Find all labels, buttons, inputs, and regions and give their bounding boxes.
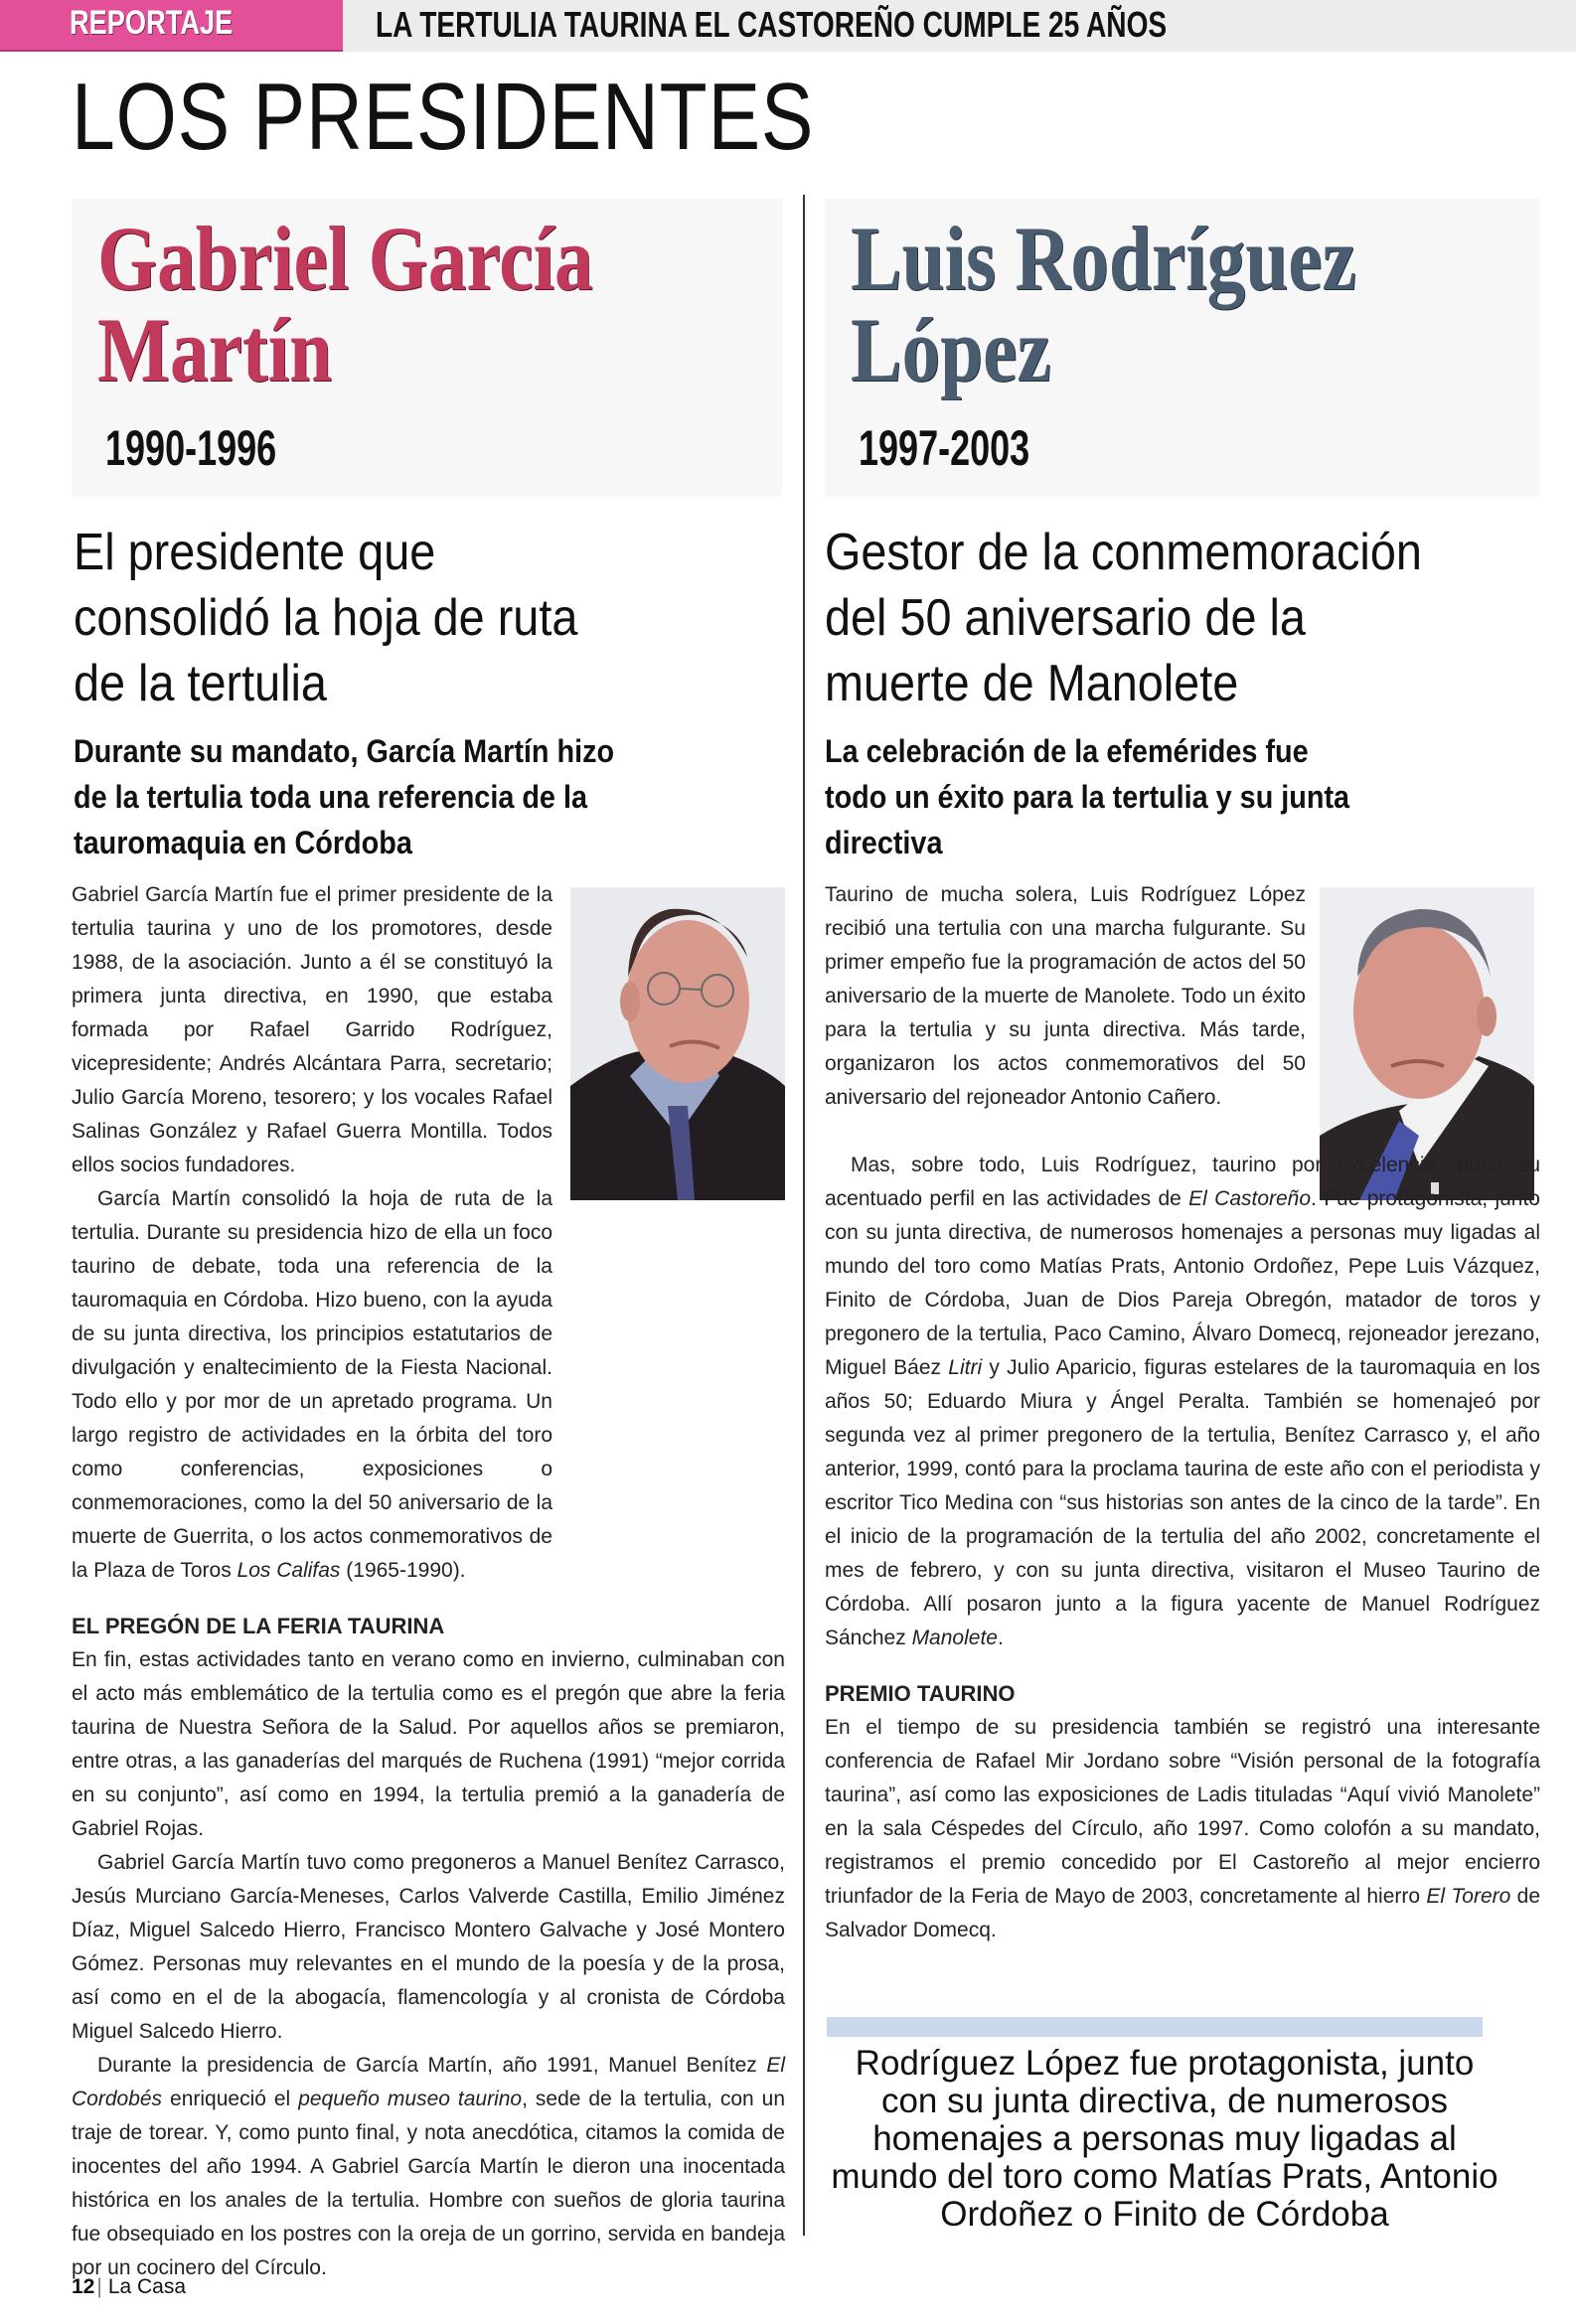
president-name-box-left bbox=[72, 199, 782, 497]
paragraph: Gabriel García Martín tuvo como pregoneros a Manuel Benítez Carrasco, Jesús Murciano García-Meneses, Carlos Valverde Castilla, Emilio Jiménez Díaz, Miguel Salcedo Hierro, Francisco Montero Galvache y José Montero Gómez. Personas muy relevantes en el mundo de la poesía y de la prosa, así como en el de la abogacía, flamencología y al cronista de Córdoba Miguel Salcedo Hierro. bbox=[72, 1851, 785, 2043]
paragraph: Taurino de mucha solera, Luis Rodríguez López recibió una tertulia con una marcha fulgurante. Su primer empeño fue la programación de actos del 50 aniversario de la muerte de Manolete. Todo un éxito para la tertulia y su junta directiva. Más tarde, organizaron los actos conmemorativos del 50 aniversario del rejoneador Antonio Cañero. bbox=[825, 883, 1306, 1109]
name-line: Luis Rodríguez bbox=[851, 208, 1356, 309]
kicker-title: LA TERTULIA TAURINA EL CASTOREÑO CUMPLE 25 AÑOS bbox=[376, 4, 1168, 45]
body-text-right-top bbox=[825, 878, 1306, 1115]
headline-line: consolidó la hoja de ruta bbox=[74, 589, 578, 647]
subhead-line: Durante su mandato, García Martín hizo bbox=[74, 733, 615, 769]
text-run: , sede de la tertulia, con un traje de torear. Y, como punto final, y nota anecdótica, citamos la comida de inocentes del año 1994. A Gabriel García Martín le dieron una inocentada histórica en los anales de la tertulia. Hombre con sueños de gloria taurina fue obsequiado en los postres con la oreja de un gorrino, servida en bandeja por un cocinero del Círculo. bbox=[72, 2088, 786, 2279]
text-run-italic: pequeño museo taurino bbox=[298, 2088, 523, 2110]
paragraph bbox=[72, 2049, 785, 2285]
subhead-left bbox=[74, 728, 614, 865]
page-number: 12 bbox=[72, 2275, 95, 2298]
text-run: de Salvador Domecq. bbox=[825, 1885, 1540, 1941]
body-text-left bbox=[72, 1182, 785, 2285]
text-run-italic: El Castoreño bbox=[1188, 1187, 1312, 1210]
body-text-left-top bbox=[72, 878, 552, 1182]
president-name-left bbox=[97, 208, 593, 400]
subhead-line: La celebración de la efemérides fue bbox=[825, 733, 1309, 769]
term-years-left: 1990-1996 bbox=[105, 420, 277, 476]
headline-line: Gestor de la conmemoración bbox=[825, 524, 1422, 581]
text-run-italic: Los Califas bbox=[236, 1559, 341, 1582]
paragraph bbox=[825, 1711, 1540, 1947]
name-line: Gabriel García bbox=[97, 208, 593, 309]
subhead-line: directiva bbox=[825, 825, 943, 860]
section-heading-premio: PREMIO TAURINO bbox=[825, 1681, 1016, 1706]
text-run-italic: Manolete bbox=[911, 1627, 998, 1649]
headline-line: del 50 aniversario de la bbox=[825, 589, 1306, 647]
headline-line: de la tertulia bbox=[74, 655, 327, 712]
section-tag bbox=[0, 0, 343, 52]
president-name-box-right bbox=[825, 199, 1540, 497]
subhead-line: todo un éxito para la tertulia y su junta bbox=[825, 779, 1350, 815]
president-name-right bbox=[851, 208, 1356, 400]
section-tag-label: REPORTAJE bbox=[70, 4, 234, 42]
subhead-line: de la tertulia toda una referencia de la bbox=[74, 779, 587, 815]
text-run-italic: El Cordobés bbox=[72, 2054, 785, 2110]
headline-line: muerte de Manolete bbox=[825, 655, 1239, 712]
pull-quote: Rodríguez López fue protagonista, junto con su junta directiva, de numerosos homenajes a personas muy ligadas al mundo del toro como Matías Prats, Antonio Ordoñez o Finito de Córdoba bbox=[831, 2044, 1498, 2234]
subhead-line: tauromaquia en Córdoba bbox=[74, 825, 412, 860]
text-run: García Martín consolidó la hoja de ruta de la tertulia. Durante su presidencia hizo de ella un foco taurino de debate, toda una referencia de la tauromaquia en Córdoba. Hizo bueno, con la ayuda de su junta directiva, los principios estatutarios de divulgación y enaltecimiento de la Fiesta Nacional. Todo ello y por mor de un apretado programa. Un largo registro de actividades en la órbita del toro como conferencias, exposiciones o conmemoraciones, como la del 50 aniversario de la muerte de Guerrita, o los actos conmemorativos de la Plaza de Toros bbox=[72, 1187, 552, 1582]
page-title: LOS PRESIDENTES bbox=[72, 64, 815, 170]
text-run: (1965-1990). bbox=[340, 1559, 466, 1582]
paragraph bbox=[72, 1182, 552, 1588]
portrait-image bbox=[570, 887, 785, 1200]
section-heading-pregon: EL PREGÓN DE LA FERIA TAURINA bbox=[72, 1614, 445, 1638]
body-text-right bbox=[825, 1149, 1540, 1947]
text-run: enriqueció el bbox=[162, 2088, 299, 2110]
pull-quote-bar bbox=[827, 2017, 1483, 2037]
header-bar bbox=[0, 0, 1576, 52]
text-run-italic: El Torero bbox=[1426, 1885, 1511, 1908]
text-run: Mas, sobre todo, Luis Rodríguez, taurino por excelencia, puso su acentuado perfil en las actividades de bbox=[825, 1154, 1540, 1210]
text-run: En el tiempo de su presidencia también se registró una interesante conferencia de Rafael Mir Jordano sobre “Visión personal de la fotografía taurina”, así como las exposiciones de Ladis tituladas “Aquí vivió Manolete” en la sala Céspedes del Círculo, año 1997. Como colofón a su mandato, registramos el premio concedido por El Castoreño al mejor encierro triunfador de la Feria de Mayo de 2003, concretamente al hierro bbox=[825, 1716, 1540, 1908]
term-years-right: 1997-2003 bbox=[859, 420, 1030, 476]
headline-right bbox=[825, 520, 1422, 716]
text-run-italic: Litri bbox=[948, 1356, 983, 1379]
subhead-right bbox=[825, 728, 1349, 865]
text-run: . Fue protagonista, junto con su junta directiva, de numerosos homenajes a personas muy ligadas al mundo del toro como Matías Prats, Antonio Ordoñez, Pepe Luis Vázquez, Finito de Córdoba, Juan de Dios Pareja Obregón, matador de toros y pregonero de la tertulia, Paco Camino, Álvaro Domecq, rejoneador jerezano, Miguel Báez bbox=[825, 1187, 1540, 1379]
headline-left bbox=[74, 520, 577, 716]
column-divider bbox=[803, 195, 805, 2236]
page-footer bbox=[72, 2275, 186, 2299]
footer-separator: | bbox=[96, 2275, 102, 2298]
paragraph bbox=[825, 1149, 1540, 1655]
name-line: López bbox=[851, 299, 1051, 400]
publication-name: La Casa bbox=[107, 2275, 187, 2298]
text-run: Durante la presidencia de García Martín, año 1991, Manuel Benítez bbox=[97, 2054, 767, 2077]
paragraph: En fin, estas actividades tanto en verano como en invierno, culminaban con el acto más emblemático de la tertulia como es el pregón que abre la feria taurina de Nuestra Señora de la Salud. Por aquellos años se premiaron, entre otras, a las ganaderías del marqués de Ruchena (1991) “mejor corrida en su conjunto”, así como en 1994, la tertulia premió a la ganadería de Gabriel Rojas. bbox=[72, 1648, 785, 1840]
headline-line: El presidente que bbox=[74, 524, 436, 581]
text-run: y Julio Aparicio, figuras estelares de la tauromaquia en los años 50; Eduardo Miura y Ángel Peralta. También se homenajeó por segunda vez al primer pregonero de la tertulia, Benítez Carrasco y, el año anterior, 1999, contó para la proclama taurina de este año con el periodista y escritor Tico Medina con “sus historias son antes de la cinco de la tarde”. En el inicio de la programación de la tertulia del año 2002, concretamente el mes de febrero, y con su junta directiva, visitaron el Museo Taurino de Córdoba. Allí posaron junto a la figura yacente de Manuel Rodríguez Sánchez bbox=[825, 1356, 1540, 1649]
photo-gabriel-garcia-martin bbox=[570, 887, 785, 1200]
paragraph: Gabriel García Martín fue el primer presidente de la tertulia taurina y uno de los promotores, desde 1988, de la asociación. Junto a él se constituyó la primera junta directiva, en 1990, que estaba formada por Rafael Garrido Rodríguez, vicepresidente; Andrés Alcántara Parra, secretario; Julio García Moreno, tesorero; y los vocales Rafael Salinas González y Rafael Guerra Montilla. Todos ellos socios fundadores. bbox=[72, 883, 552, 1176]
name-line: Martín bbox=[97, 299, 333, 400]
text-run: . bbox=[997, 1627, 1004, 1649]
